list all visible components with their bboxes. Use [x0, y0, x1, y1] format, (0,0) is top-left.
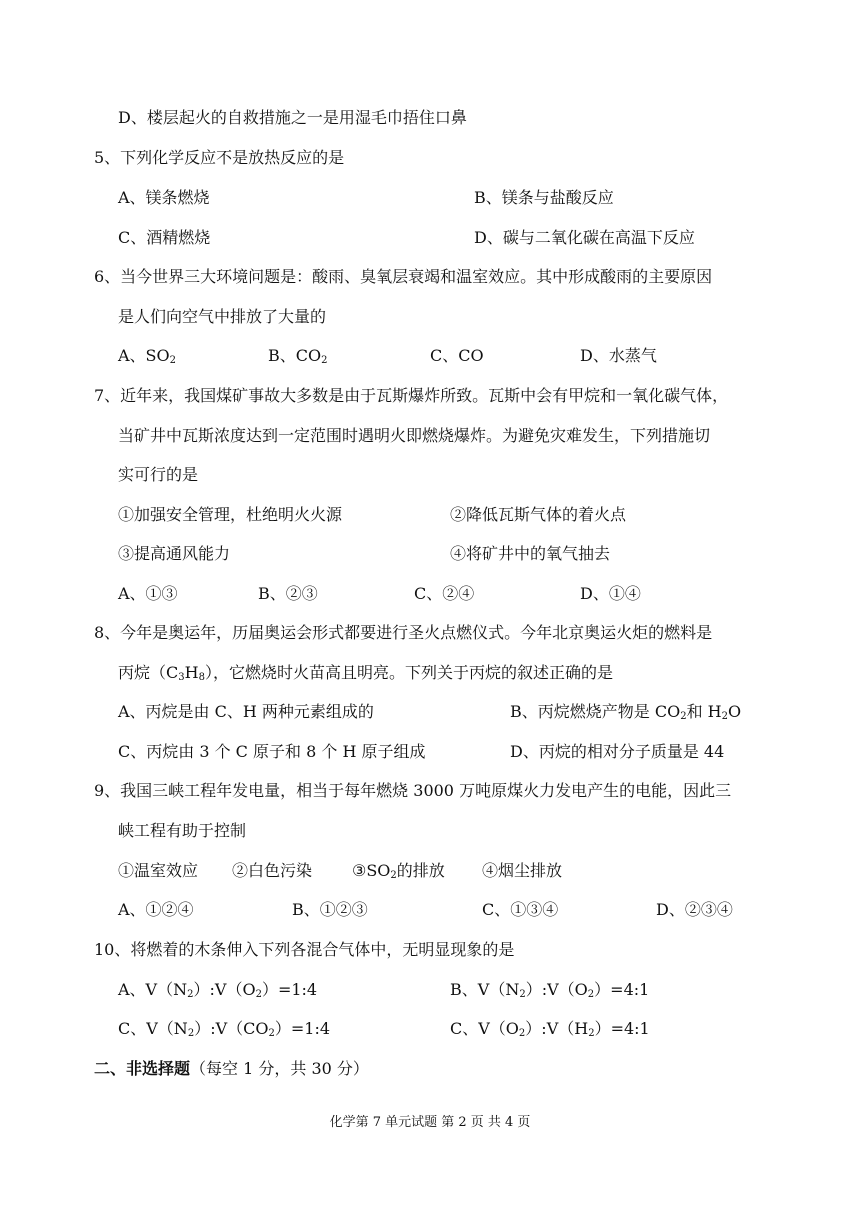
q7-item-2: ②降低瓦斯气体的着火点 [450, 505, 627, 524]
page-footer: 化学第 7 单元试题 第 2 页 共 4 页 [329, 1115, 531, 1130]
q9-option-d: D、②③④ [656, 900, 733, 919]
q9-item-3: $③SO_2$的排放 [352, 861, 445, 881]
q5-option-c: C、酒精燃烧 [118, 228, 211, 247]
q9-option-b: B、①②③ [292, 900, 368, 919]
question-7-line1: 7、近年来，我国煤矿事故大多数是由于瓦斯爆炸所致。瓦斯中会有甲烷和一氧化碳气体， [94, 386, 729, 405]
q6-option-d: D、水蒸气 [580, 346, 657, 365]
q7-option-b: B、②③ [258, 584, 318, 603]
q5-option-b: B、镁条与盐酸反应 [474, 188, 614, 207]
q7-option-a: A、①③ [118, 584, 178, 603]
question-8-line1: 8、今年是奥运年，历届奥运会形式都要进行圣火点燃仪式。今年北京奥运火炬的燃料是 [94, 623, 713, 642]
q8-option-d: D、丙烷的相对分子质量是 44 [510, 742, 725, 761]
q6-option-b: B、$CO_2$ [268, 346, 328, 366]
q7-item-1: ①加强安全管理，杜绝明火火源 [118, 505, 343, 524]
question-5: 5、下列化学反应不是放热反应的是 [94, 148, 345, 167]
question-9-line1: 9、我国三峡工程年发电量，相当于每年燃烧 3000 万吨原煤火力发电产生的电能，因此三 [94, 781, 732, 800]
q9-option-a: A、①②④ [118, 900, 194, 919]
q6-option-c: C、CO [430, 346, 484, 365]
q7-option-c: C、②④ [414, 584, 475, 603]
q9-option-c: C、①③④ [482, 900, 559, 919]
option-d-line: D、楼层起火的自救措施之一是用湿毛巾捂住口鼻 [118, 108, 467, 127]
q9-item-2: ②白色污染 [232, 861, 313, 880]
question-6-line2: 是人们向空气中排放了大量的 [118, 307, 327, 326]
q7-item-4: ④将矿井中的氧气抽去 [450, 544, 611, 563]
question-7-line3: 实可行的是 [118, 465, 199, 484]
q9-item-1: ①温室效应 [118, 861, 199, 880]
q5-option-d: D、碳与二氧化碳在高温下反应 [474, 228, 695, 247]
question-6-line1: 6、当今世界三大环境问题是：酸雨、臭氧层衰竭和温室效应。其中形成酸雨的主要原因 [94, 267, 713, 286]
question-7-line2: 当矿井中瓦斯浓度达到一定范围时遇明火即燃烧爆炸。为避免灾难发生，下列措施切 [118, 426, 711, 445]
q5-option-a: A、镁条燃烧 [118, 188, 210, 207]
q10-option-c: C、$V(N_2):V(CO_2)=1:4$ [118, 1019, 331, 1039]
q10-option-d: C、$V(O_2):V(H_2)=4:1$ [450, 1019, 650, 1039]
section-2-heading: 二、非选择题（每空 1 分，共 30 分） [94, 1059, 369, 1078]
q10-option-b: B、$V(N_2):V(O_2)=4:1$ [450, 980, 650, 1000]
question-9-line2: 峡工程有助于控制 [118, 821, 247, 840]
q7-option-d: D、①④ [580, 584, 641, 603]
q10-option-a: A、$V(N_2):V(O_2)=1:4$ [118, 980, 318, 1000]
q6-option-a: A、$SO_2$ [118, 346, 177, 366]
q9-item-4: ④烟尘排放 [482, 861, 563, 880]
question-8-line2: 丙烷$(C_3H_8)$，它燃烧时火苗高且明亮。下列关于丙烷的叙述正确的是 [118, 663, 613, 683]
question-10: 10、将燃着的木条伸入下列各混合气体中，无明显现象的是 [94, 940, 515, 959]
q8-option-b: B、丙烷燃烧产物是 $CO_2$和 $H_2O$ [510, 702, 742, 722]
q7-item-3: ③提高通风能力 [118, 544, 231, 563]
q8-option-c: C、丙烷由 3 个 C 原子和 8 个 H 原子组成 [118, 742, 426, 761]
q8-option-a: A、丙烷是由 C、H 两种元素组成的 [118, 702, 374, 721]
